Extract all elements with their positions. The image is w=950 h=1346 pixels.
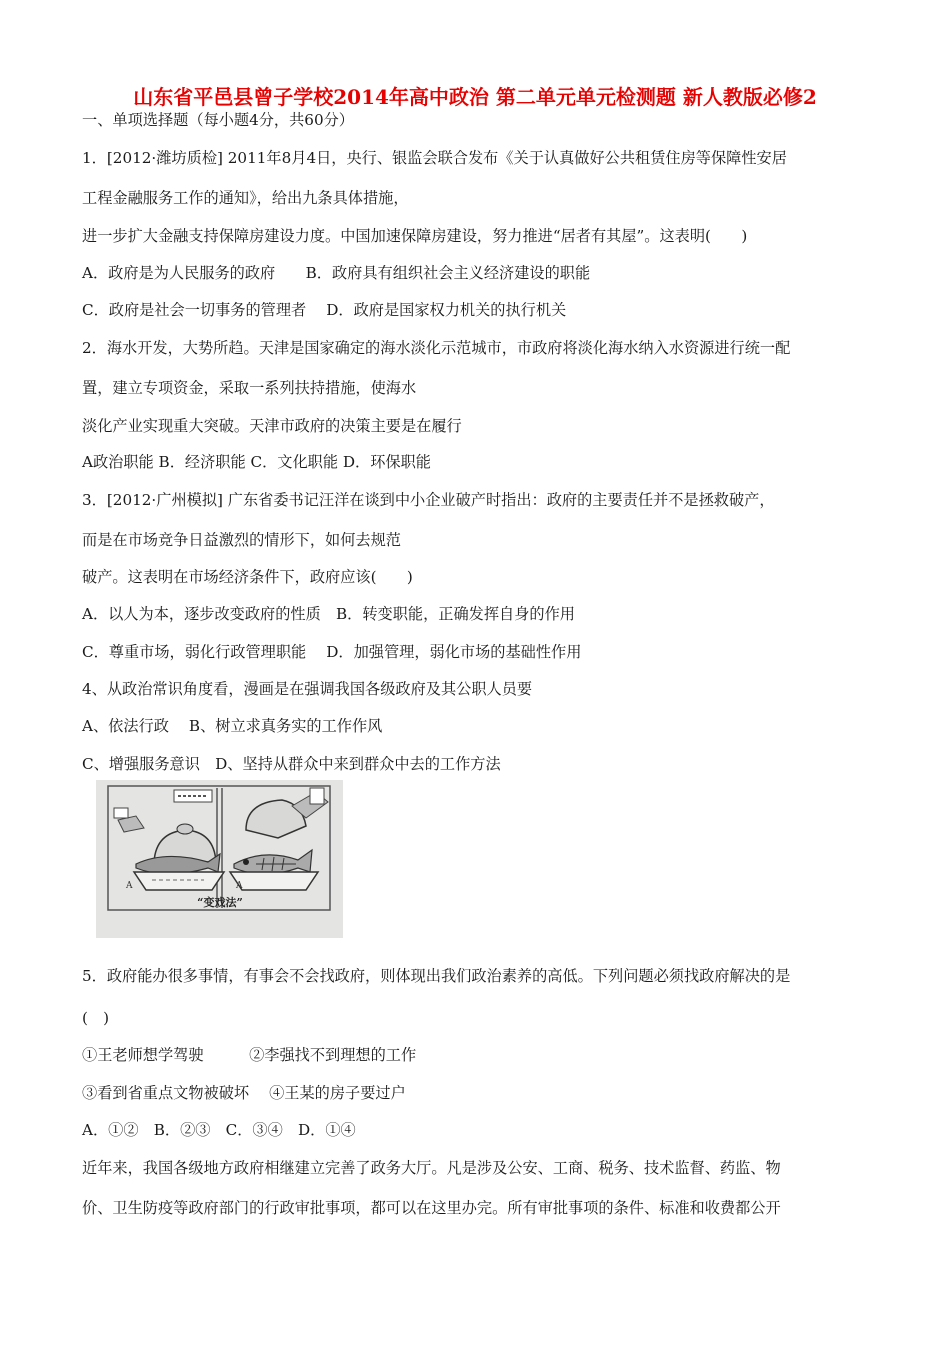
q3-options-cd: C．尊重市场，弱化行政管理职能 D．加强管理，弱化市场的基础性作用 bbox=[82, 643, 582, 661]
passage-line-2: 价、卫生防疫等政府部门的行政审批事项，都可以在这里办完。所有审批事项的条件、标准和收费都公开 bbox=[82, 1199, 781, 1217]
q5-choice-12: ①王老师想学驾驶 ②李强找不到理想的工作 bbox=[82, 1046, 417, 1064]
q2-options: A政治职能 B．经济职能 C．文化职能 D．环保职能 bbox=[82, 453, 431, 471]
cartoon-right-label: A bbox=[236, 881, 243, 891]
section-heading: 一、单项选择题（每小题4分，共60分） bbox=[82, 111, 354, 129]
q3-text-line-3: 破产。这表明在市场经济条件下，政府应该( ) bbox=[82, 568, 413, 586]
q1-text-line-2: 工程金融服务工作的通知》，给出九条具体措施， bbox=[82, 189, 409, 207]
q3-text-line-2: 而是在市场竞争日益激烈的情形下，如何去规范 bbox=[82, 531, 401, 549]
q1-text-line-1: 1．[2012·潍坊质检] 2011年8月4日，央行、银监会联合发布《关于认真做好公共租赁住房等保障性安居 bbox=[82, 149, 787, 167]
cartoon-left-label: A bbox=[126, 881, 133, 891]
q5-text-line-1: 5．政府能办很多事情，有事会不会找政府，则体现出我们政治素养的高低。下列问题必须找政府解决的是 bbox=[82, 967, 791, 985]
q5-choice-34: ③看到省重点文物被破坏 ④王某的房子要过户 bbox=[82, 1084, 406, 1102]
q3-text-line-1: 3．[2012·广州模拟] 广东省委书记汪洋在谈到中小企业破产时指出：政府的主要责任并不是拯救破产， bbox=[82, 491, 775, 509]
q4-options-ab: A、依法行政 B、树立求真务实的工作作风 bbox=[82, 717, 383, 735]
q1-text-line-3: 进一步扩大金融支持保障房建设力度。中国加速保障房建设，努力推进“居者有其屋”。这表明( ) bbox=[82, 227, 748, 245]
document-title: 山东省平邑县曾子学校2014年高中政治 第二单元单元检测题 新人教版必修2 bbox=[133, 85, 817, 109]
q1-options-cd: C．政府是社会一切事务的管理者 D．政府是国家权力机关的执行机关 bbox=[82, 301, 567, 319]
cartoon-caption: “变戏法” bbox=[197, 896, 243, 909]
q4-options-cd: C、增强服务意识 D、坚持从群众中来到群众中去的工作方法 bbox=[82, 755, 501, 773]
q5-text-line-2: ( ) bbox=[82, 1009, 110, 1027]
cartoon-image bbox=[96, 780, 343, 938]
q1-options-ab: A．政府是为人民服务的政府 B．政府具有组织社会主义经济建设的职能 bbox=[82, 264, 591, 282]
q4-text: 4、从政治常识角度看，漫画是在强调我国各级政府及其公职人员要 bbox=[82, 680, 533, 698]
q3-options-ab: A．以人为本，逐步改变政府的性质 B．转变职能，正确发挥自身的作用 bbox=[82, 605, 575, 623]
q5-options: A．①② B．②③ C．③④ D．①④ bbox=[82, 1121, 356, 1139]
q2-text-line-1: 2．海水开发，大势所趋。天津是国家确定的海水淡化示范城市，市政府将淡化海水纳入水资源进行统一配 bbox=[82, 339, 791, 357]
q2-text-line-3: 淡化产业实现重大突破。天津市政府的决策主要是在履行 bbox=[82, 417, 462, 435]
passage-line-1: 近年来，我国各级地方政府相继建立完善了政务大厅。凡是涉及公安、工商、税务、技术监督、药监、物 bbox=[82, 1159, 781, 1177]
q2-text-line-2: 置，建立专项资金，采取一系列扶持措施，使海水 bbox=[82, 379, 417, 397]
